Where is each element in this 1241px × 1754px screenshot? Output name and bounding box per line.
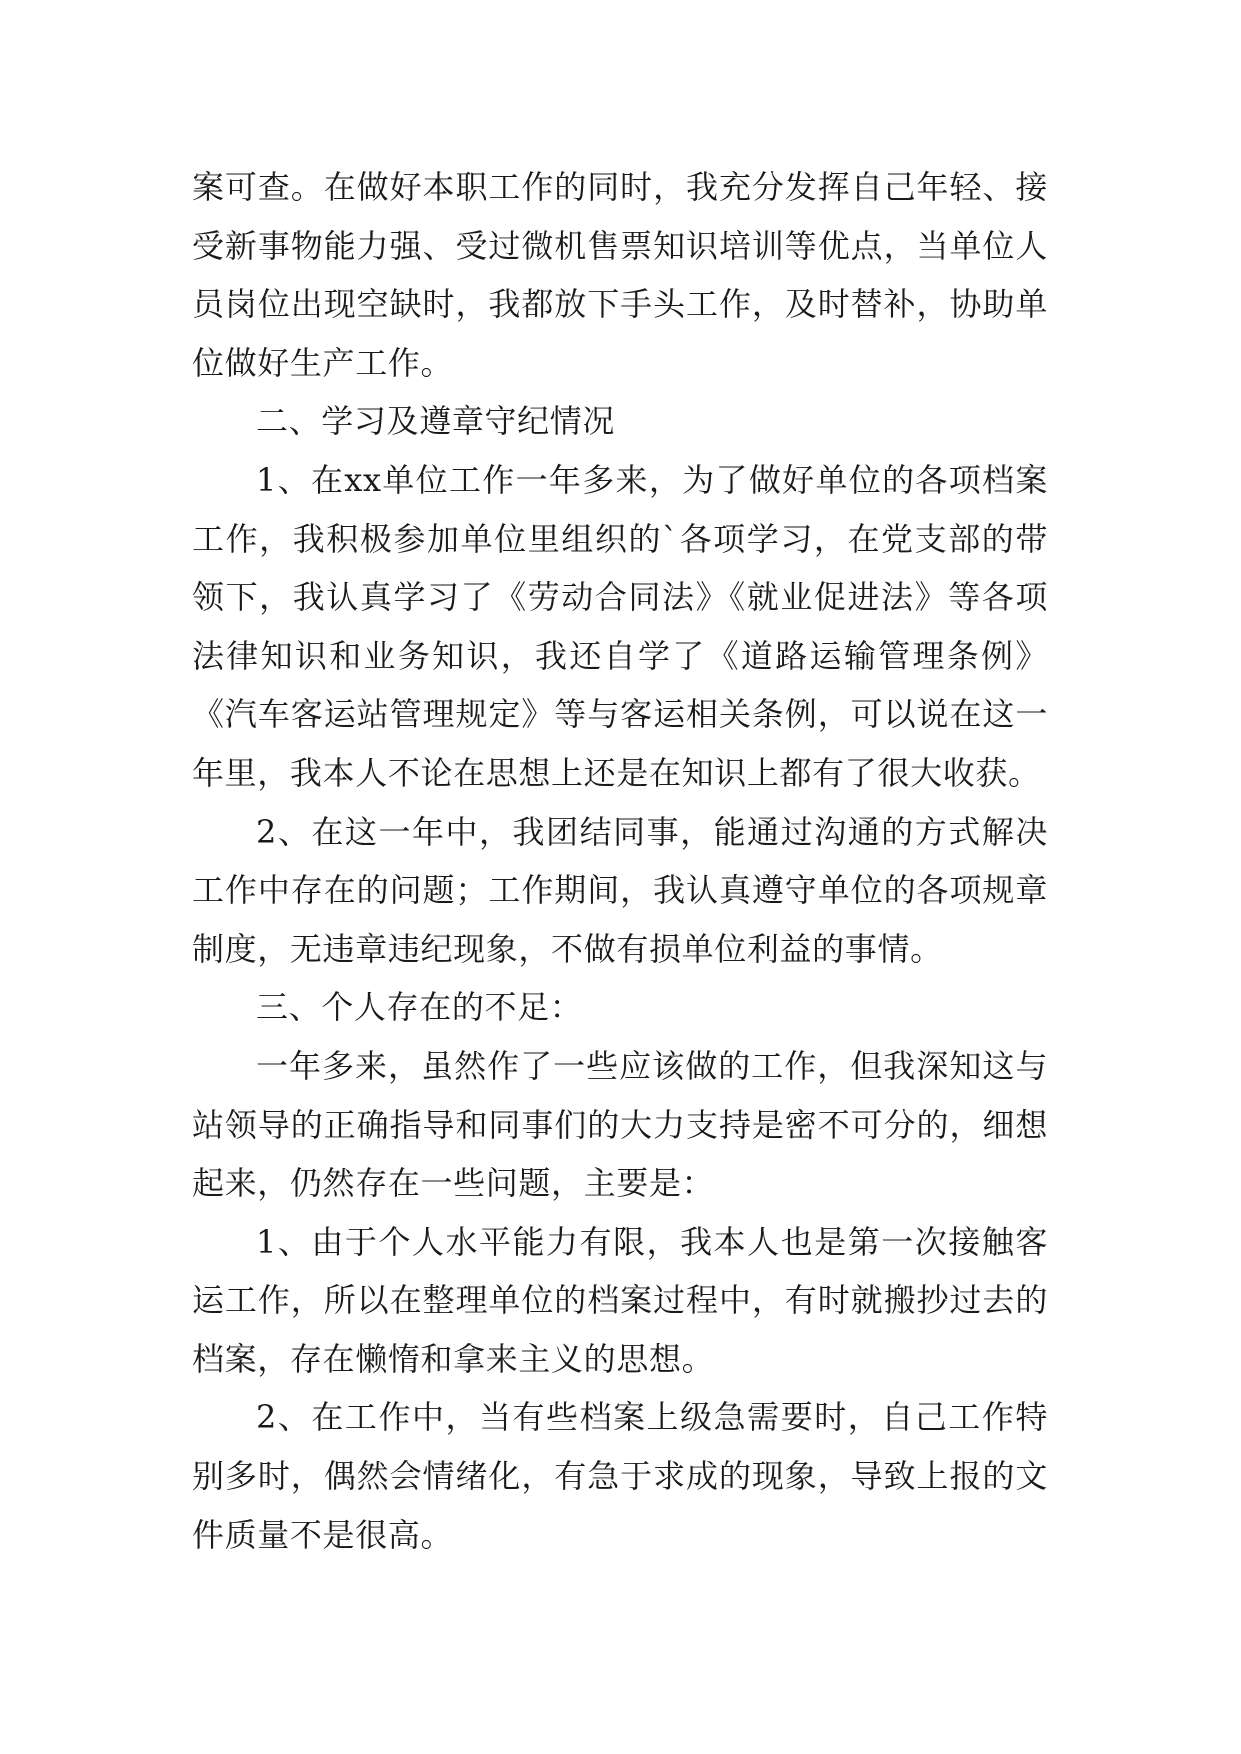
paragraph-continuation: 案可查。在做好本职工作的同时，我充分发挥自己年轻、接受新事物能力强、受过微机售票知识培训等优点，当单位人员岗位出现空缺时，我都放下手头工作，及时替补，协助单位做好生产工作。 <box>192 168 1048 382</box>
paragraph-study-1: 1、在xx单位工作一年多来，为了做好单位的各项档案工作，我积极参加单位里组织的`各项学习，在党支部的带领下，我认真学习了《劳动合同法》《就业促进法》等各项法律知识和业务知识，我还自学了《道路运输管理条例》《汽车客运站管理规定》等与客运相关条例，可以说在这一年里，我本人不论在思想上还是在知识上都有了很大收获。 <box>192 460 1048 792</box>
document-body <box>192 158 1048 1564</box>
paragraph-study-2: 2、在这一年中，我团结同事，能通过沟通的方式解决工作中存在的问题；工作期间，我认真遵守单位的各项规章制度，无违章违纪现象，不做有损单位利益的事情。 <box>192 812 1048 968</box>
paragraph-shortcoming-1: 1、由于个人水平能力有限，我本人也是第一次接触客运工作，所以在整理单位的档案过程中，有时就搬抄过去的档案，存在懒惰和拿来主义的思想。 <box>192 1222 1048 1378</box>
section-heading-study-discipline: 二、学习及遵章守纪情况 <box>256 402 616 441</box>
paragraph-shortcomings-intro: 一年多来，虽然作了一些应该做的工作，但我深知这与站领导的正确指导和同事们的大力支持是密不可分的，细想起来，仍然存在一些问题，主要是： <box>192 1046 1048 1203</box>
paragraph-shortcoming-2: 2、在工作中，当有些档案上级急需要时，自己工作特别多时，偶然会情绪化，有急于求成的现象，导致上报的文件质量不是很高。 <box>192 1398 1048 1554</box>
section-heading-shortcomings: 三、个人存在的不足： <box>256 988 583 1027</box>
